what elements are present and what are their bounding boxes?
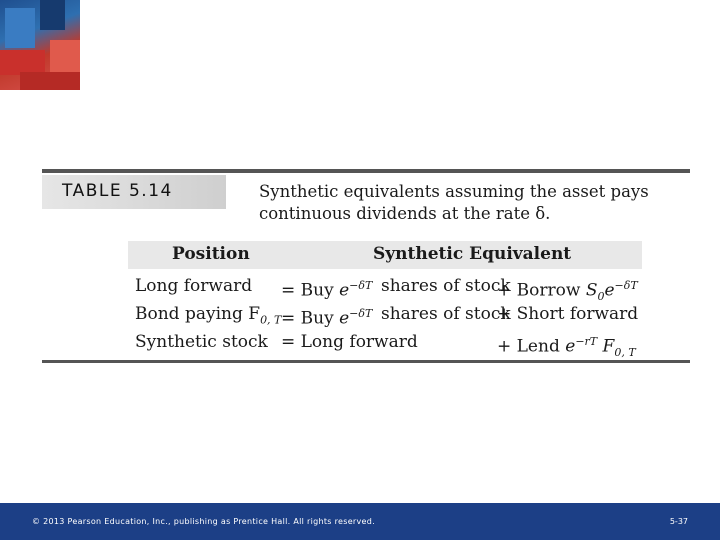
table-caption: Synthetic equivalents assuming the asset pays continuous dividends at the rate δ. [259, 182, 649, 223]
row-2-prefix: = Buy [281, 308, 334, 329]
table-tag-label: TABLE 5.14 [62, 181, 173, 201]
row-1-equivalent [281, 275, 372, 302]
row-1-op: + Borrow [497, 280, 581, 301]
row-1-exp-base: e [339, 280, 350, 301]
row-2-exp-base: e [339, 308, 350, 329]
row-3-tail-sup: −rT [575, 335, 598, 348]
row-3-tail-base: e [565, 336, 576, 357]
row-2-exp-sup: −δT [349, 307, 373, 320]
row-2-position-sub: 0, T [260, 313, 282, 327]
table-top-rule [42, 169, 690, 173]
row-1-tail-base: e [604, 280, 615, 301]
slide-number: 5-37 [669, 517, 688, 526]
row-3-position: Synthetic stock [135, 332, 268, 352]
row-2-op: + Short forward [497, 304, 639, 324]
row-1-tail-sub: 0 [597, 290, 605, 304]
row-2-position [135, 303, 281, 331]
corner-decorative-image [0, 0, 80, 90]
row-1-position: Long forward [135, 276, 253, 296]
row-2-position-text: Bond paying F [135, 304, 261, 324]
row-1-tail-sup: −δT [614, 279, 638, 292]
copyright-text: © 2013 Pearson Education, Inc., publishing as Prentice Hall. All rights reserved. [32, 517, 376, 526]
row-3-op: + Lend [497, 336, 560, 357]
row-3-prefix: = Long forward [281, 332, 418, 352]
row-2-middle: shares of stock [381, 304, 511, 324]
table-bottom-rule [42, 360, 690, 363]
column-header-synthetic-equivalent: Synthetic Equivalent [373, 244, 572, 264]
row-1-middle: shares of stock [381, 276, 511, 296]
row-1-exp-sup: −δT [349, 279, 373, 292]
row-3-tail-var: F [602, 336, 615, 357]
row-3-tail-sub: 0, T [614, 346, 636, 360]
row-1-prefix: = Buy [281, 280, 334, 301]
footer-bar [0, 503, 720, 540]
row-2-equivalent [281, 303, 372, 330]
row-1-tail-var: S [585, 280, 598, 301]
column-header-position: Position [172, 244, 250, 264]
